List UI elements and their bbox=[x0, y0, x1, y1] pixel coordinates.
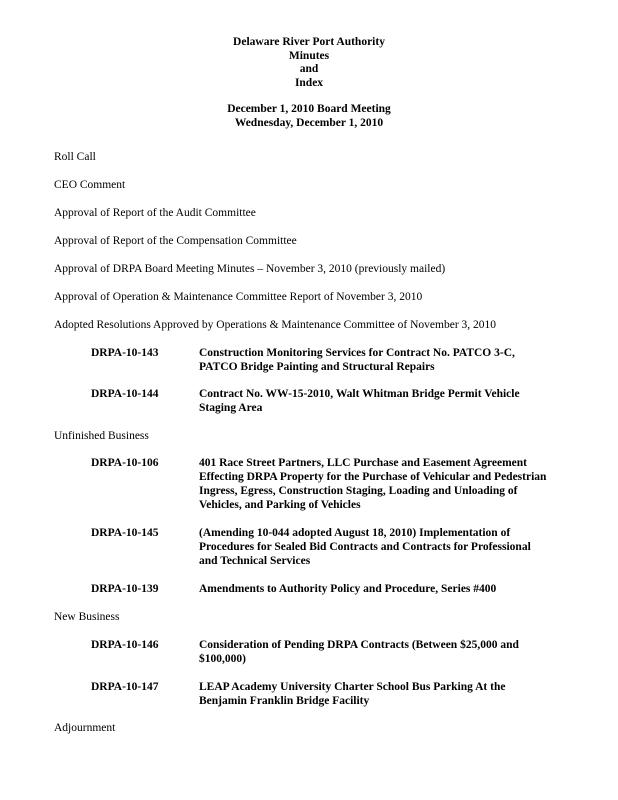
roll-call: Roll Call bbox=[54, 151, 96, 163]
ceo-comment: CEO Comment bbox=[54, 179, 126, 191]
resolution-number: DRPA-10-106 bbox=[91, 457, 159, 469]
resolution-number: DRPA-10-143 bbox=[91, 347, 159, 359]
resolution-description: LEAP Academy University Charter School Bus Parking At the Benjamin Franklin Bridge Facility bbox=[199, 681, 506, 707]
meeting-title: December 1, 2010 Board Meeting bbox=[227, 103, 391, 115]
resolution-description: 401 Race Street Partners, LLC Purchase and Easement Agreement Effecting DRPA Property for the Purchase of Vehicular and Pedestrian Ingress, Egress, Construction Staging, Loading and Unloading of Vehicles, and Parking of Vehicles bbox=[199, 457, 547, 511]
adjournment: Adjournment bbox=[54, 722, 116, 734]
resolution-number: DRPA-10-147 bbox=[91, 681, 159, 693]
index-title: Index bbox=[294, 76, 324, 89]
resolution-number: DRPA-10-145 bbox=[91, 527, 159, 539]
minutes-title: Minutes bbox=[288, 49, 330, 62]
adopted-resolutions: Adopted Resolutions Approved by Operations & Maintenance Committee of November 3, 2010 bbox=[54, 319, 497, 331]
meeting-date: Wednesday, December 1, 2010 bbox=[234, 116, 384, 129]
resolution-description: Consideration of Pending DRPA Contracts (Between $25,000 and $100,000) bbox=[199, 639, 519, 665]
resolution-description: Contract No. WW-15-2010, Walt Whitman Bridge Permit Vehicle Staging Area bbox=[199, 388, 520, 414]
document-header bbox=[0, 36, 618, 130]
resolution-description: (Amending 10-044 adopted August 18, 2010) Implementation of Procedures for Sealed Bid Contracts and Contracts for Professional and Technical Services bbox=[199, 527, 531, 567]
om-report: Approval of Operation & Maintenance Committee Report of November 3, 2010 bbox=[54, 291, 423, 303]
resolution-number: DRPA-10-139 bbox=[91, 583, 159, 595]
audit-committee: Approval of Report of the Audit Committee bbox=[54, 207, 256, 219]
unfinished-business: Unfinished Business bbox=[54, 430, 149, 442]
org-title: Delaware River Port Authority bbox=[233, 36, 385, 48]
resolution-number: DRPA-10-146 bbox=[91, 639, 159, 651]
and-title: and bbox=[299, 63, 319, 75]
new-business: New Business bbox=[54, 611, 120, 623]
compensation-committee: Approval of Report of the Compensation Committee bbox=[54, 235, 297, 247]
board-minutes: Approval of DRPA Board Meeting Minutes – November 3, 2010 (previously mailed) bbox=[54, 263, 446, 275]
resolution-number: DRPA-10-144 bbox=[91, 388, 159, 400]
resolution-description: Construction Monitoring Services for Contract No. PATCO 3-C, PATCO Bridge Painting and Structural Repairs bbox=[199, 347, 515, 373]
resolution-description: Amendments to Authority Policy and Procedure, Series #400 bbox=[199, 583, 497, 595]
